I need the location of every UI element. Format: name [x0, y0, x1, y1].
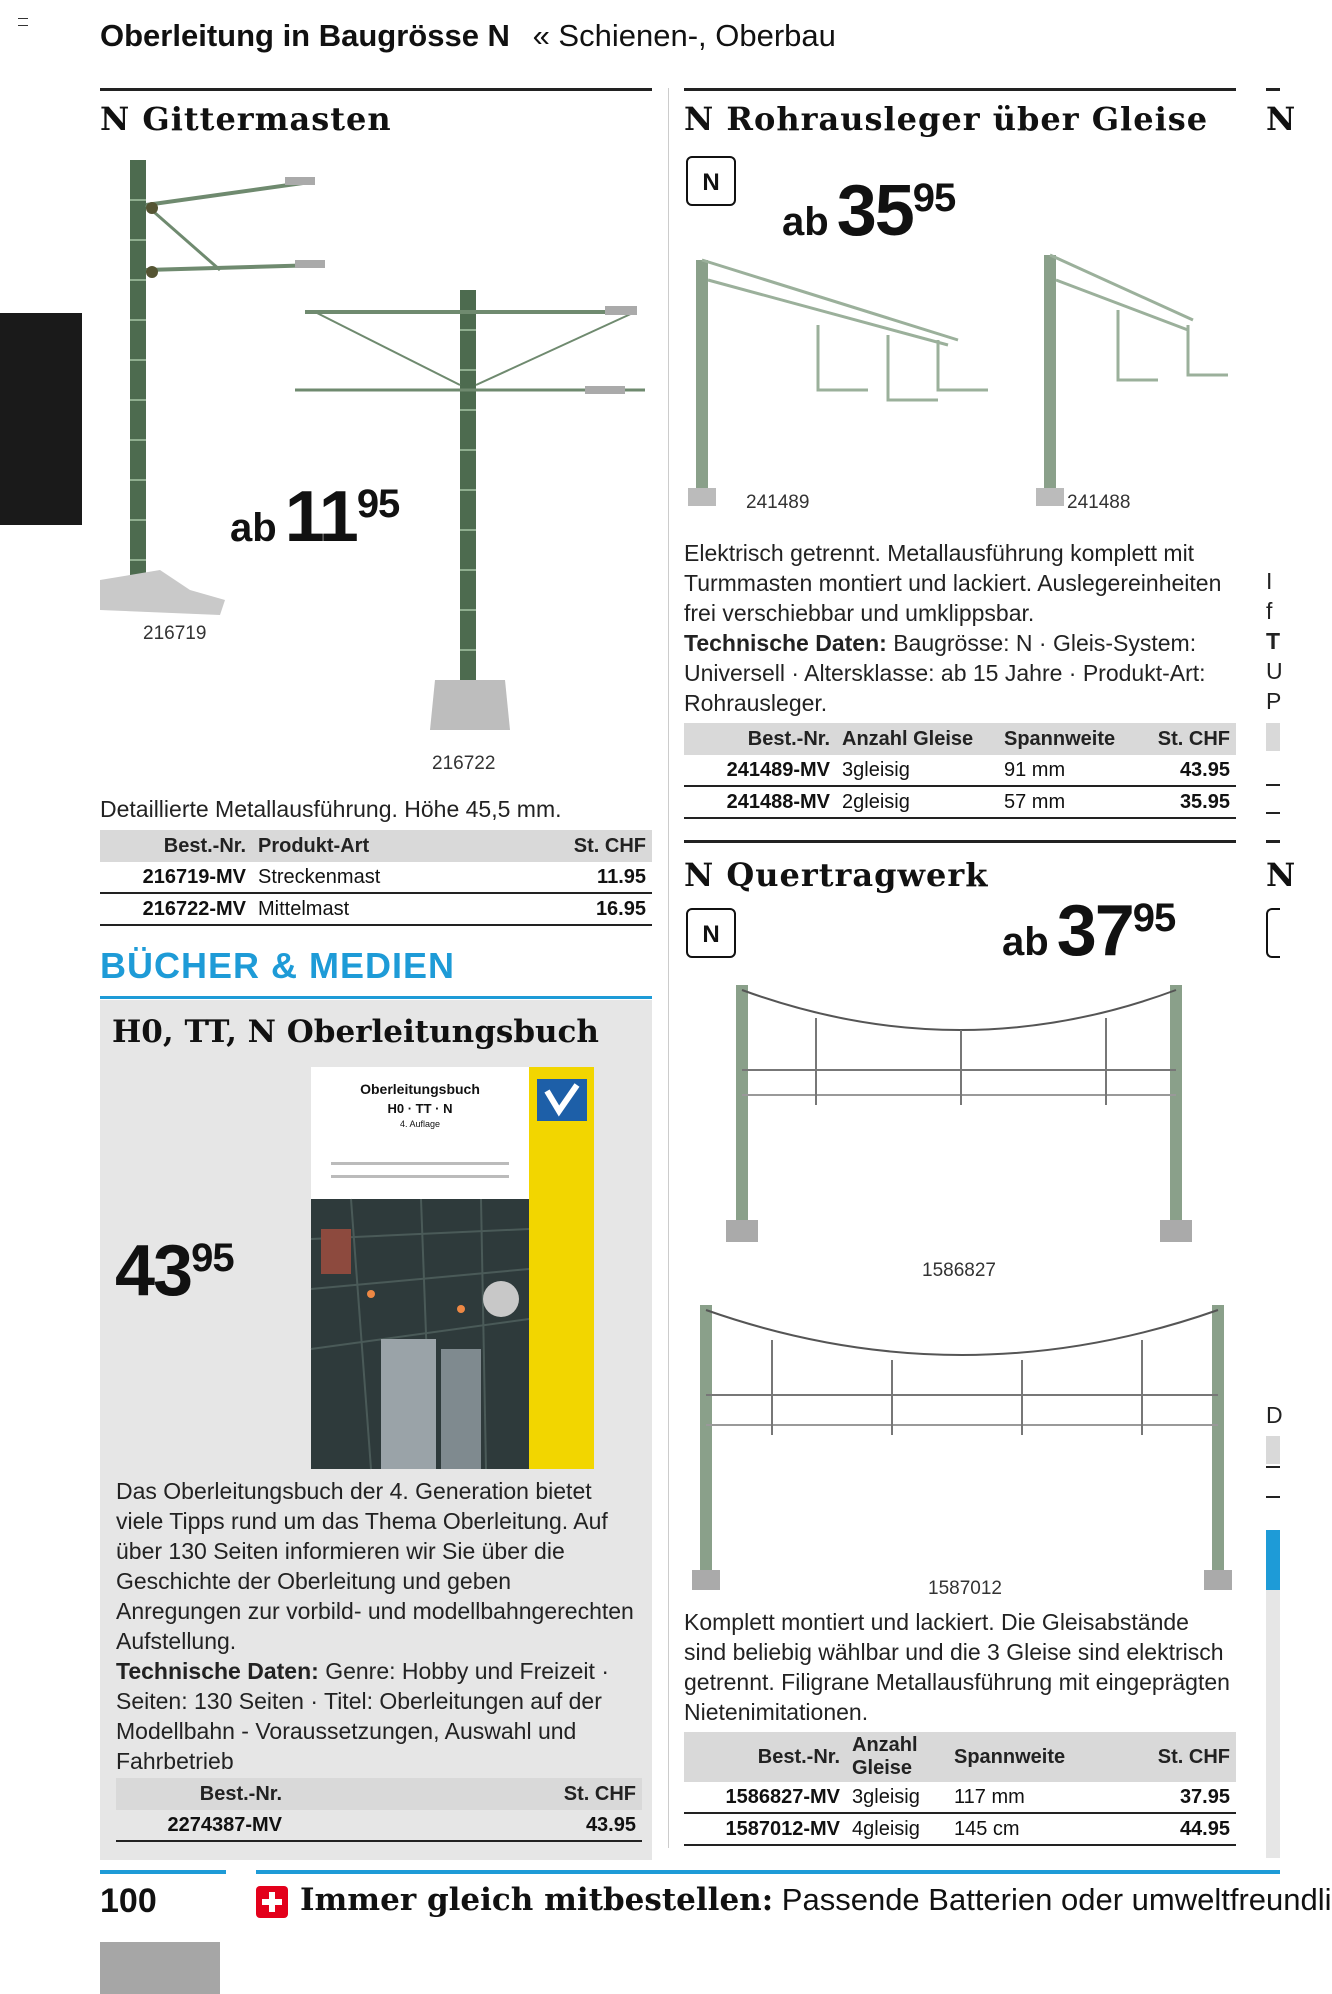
table-row[interactable]: 216722-MV Mittelmast 16.95	[100, 893, 652, 925]
table-row[interactable]: 1587012-MV 4gleisig 145 cm 44.95	[684, 1813, 1236, 1845]
gittermasten-desc: Detaillierte Metallausführung. Höhe 45,5 mm.	[100, 796, 562, 822]
book-cover[interactable]	[311, 1067, 594, 1469]
edge-col-blue-block	[1266, 1530, 1280, 1590]
edge-col-rule	[1266, 840, 1280, 843]
swiss-cross-icon	[256, 1886, 288, 1918]
page-header	[100, 18, 836, 54]
rohrausleger-image-241489	[688, 250, 998, 510]
scale-badge-n: N	[686, 908, 736, 958]
books-price: $43^{95}$	[115, 1231, 234, 1311]
edge-col-d: D	[1266, 1402, 1283, 1428]
table-row[interactable]: 2274387-MV 43.95	[116, 1810, 642, 1841]
table-row[interactable]: 241488-MV 2gleisig 57 mm 35.95	[684, 786, 1236, 818]
edge-col-text: I f T U P	[1266, 568, 1283, 714]
scale-badge-n: N	[686, 156, 736, 206]
menu-marker[interactable]	[18, 18, 28, 26]
label-1587012: 1587012	[928, 1578, 1002, 1599]
quertragwerk-image-1587012	[692, 1300, 1232, 1600]
label-216722: 216722	[432, 753, 496, 774]
quertragwerk-table: Best.-Nr. Anzahl Gleise Spannweite St. CHF 1586827-MV 3gleisig 117 mm 37.95 1587012-MV 4gleisig 145 cm 44.95	[684, 1732, 1236, 1846]
footer-tip: Immer gleich mitbestellen: Passende Batterien oder umweltfreundli	[300, 1882, 1332, 1918]
edge-col-title: N	[1266, 100, 1296, 138]
label-241489: 241489	[746, 492, 810, 513]
rohrausleger-price: ab $35^{95}$	[782, 171, 956, 251]
cover-edition: 4. Auflage	[399, 1119, 441, 1129]
edge-col-title-2: N	[1266, 856, 1296, 894]
rohrausleger-title: N Rohrausleger über Gleise	[684, 100, 1209, 138]
rohrausleger-desc: Elektrisch getrennt. Metallausführung komplett mit Turmmasten montiert und lackiert. Auslegereinheiten frei verschiebbar und umklippsbar. Technische Daten: Baugrösse: N · Gleis-System: Universell · Altersklasse: ab 15 Jahre · Produkt-Art: Rohrausleger.	[684, 540, 1222, 716]
table-row[interactable]: 241489-MV 3gleisig 91 mm 43.95	[684, 755, 1236, 786]
cover-subtitle: H0 · TT · N	[387, 1101, 453, 1116]
quertragwerk-image-1586827	[726, 980, 1196, 1250]
gittermasten-price: ab $11^{95}$	[230, 477, 400, 557]
chapter-tab	[0, 313, 82, 525]
books-rule	[100, 996, 652, 999]
gittermasten-title: N Gittermasten	[100, 100, 392, 138]
books-title: H0, TT, N Oberleitungsbuch	[112, 1014, 599, 1050]
label-216719: 216719	[143, 623, 207, 644]
page-number: 100	[100, 1882, 157, 1920]
column-divider	[668, 88, 669, 1848]
header-title: Oberleitung in Baugrösse N	[100, 18, 510, 53]
cover-title: Oberleitungsbuch	[360, 1081, 480, 1097]
quertragwerk-rule	[684, 840, 1236, 843]
rohrausleger-table: Best.-Nr. Anzahl Gleise Spannweite St. CHF 241489-MV 3gleisig 91 mm 43.95 241488-MV 2gleisig 57 mm 35.95	[684, 723, 1236, 819]
col2-rule	[684, 88, 1236, 91]
rohrausleger-image-241488	[1028, 250, 1238, 510]
books-table: Best.-Nr. St. CHF 2274387-MV 43.95	[116, 1778, 642, 1842]
cover-photo	[311, 1199, 529, 1469]
table-row[interactable]: 216719-MV Streckenmast 11.95	[100, 862, 652, 893]
footer-rule-right	[256, 1870, 1280, 1874]
col1-rule	[100, 88, 652, 91]
col3-rule	[1266, 88, 1280, 91]
vollmer-logo-icon	[537, 1079, 587, 1129]
footer-grey-block	[100, 1942, 220, 1994]
table-row[interactable]: 1586827-MV 3gleisig 117 mm 37.95	[684, 1782, 1236, 1813]
gittermasten-table: Best.-Nr. Produkt-Art St. CHF 216719-MV Streckenmast 11.95 216722-MV Mittelmast 16.95	[100, 830, 652, 926]
books-desc: Das Oberleitungsbuch der 4. Generation bietet viele Tipps rund um das Thema Oberleitung. Auf über 130 Seiten informieren wir Sie über die Geschichte der Oberleitung und geben Anregungen zur vorbild- und modellbahngerechten Aufstellung. Technische Daten: Genre: Hobby und Freizeit · Seiten: 130 Seiten · Titel: Oberleitungen auf der Modellbahn - Voraussetzungen, Auswahl und Fahrbetrieb	[116, 1478, 634, 1774]
label-1586827: 1586827	[922, 1260, 996, 1281]
label-241488: 241488	[1067, 492, 1131, 513]
quertragwerk-desc: Komplett montiert und lackiert. Die Gleisabstände sind beliebig wählbar und die 3 Gleise sind elektrisch getrennt. Filigrane Metallausführung mit eingeprägten Nietenimitationen.	[684, 1609, 1230, 1725]
footer-rule-left	[100, 1870, 226, 1874]
quertragwerk-price: ab $37^{95}$	[1002, 891, 1176, 971]
quertragwerk-title: N Quertragwerk	[684, 856, 989, 894]
edge-col-badge	[1266, 908, 1280, 958]
edge-col-table-header	[1266, 723, 1280, 751]
header-breadcrumb: « Schienen-, Oberbau	[532, 18, 836, 53]
books-section-title: BÜCHER & MEDIEN	[100, 945, 456, 986]
